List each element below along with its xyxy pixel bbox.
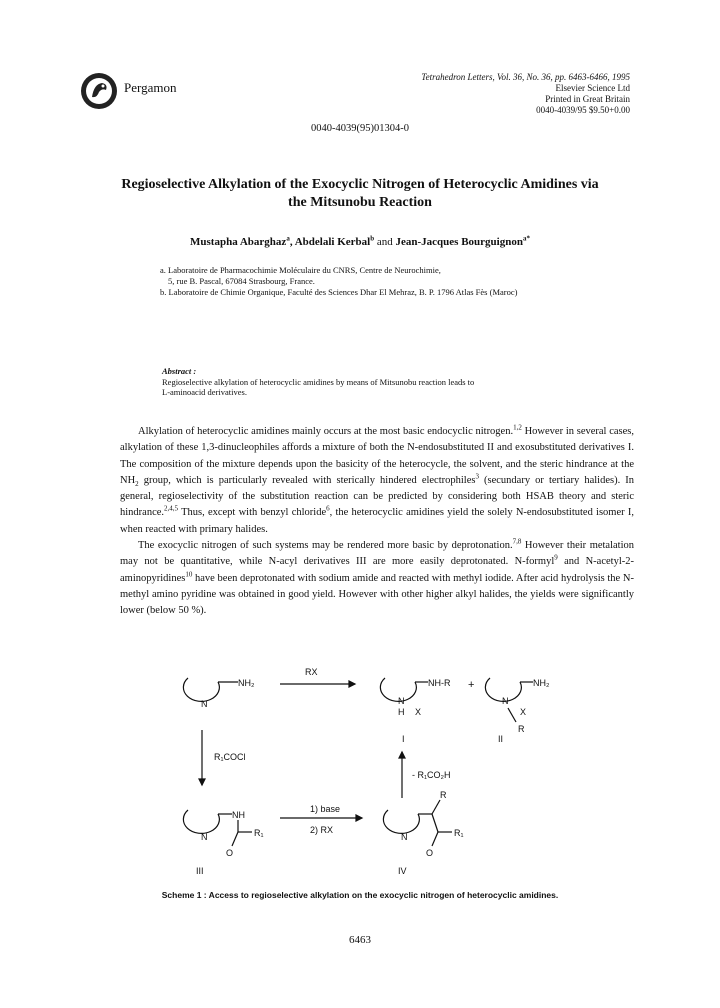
ref-sup: 3 (475, 472, 479, 481)
p1-text-f: , the heterocyclic amidines yield the solely N-endosubstituted isomer I, when reacted with primary halides. (120, 507, 634, 535)
journal-citation: Tetrahedron Letters, Vol. 36, No. 36, pp. 6463-6466, 1995 (421, 72, 630, 82)
nhr-label: NH-R (428, 678, 451, 688)
label-I: I (402, 734, 405, 744)
structure-III (183, 810, 263, 876)
article-title (90, 176, 630, 212)
ref-sup: 7,8 (512, 537, 522, 546)
subscript: 2 (135, 479, 139, 488)
p1-text-e: Thus, except with benzyl chloride (178, 507, 327, 519)
author-3: Jean-Jacques Bourguignon (395, 236, 523, 248)
label-IV: IV (398, 866, 407, 876)
h-plus-label: H (398, 707, 405, 717)
label-III: III (196, 866, 204, 876)
p1-text-a: Alkylation of heterocyclic amidines mainly occurs at the most basic endocyclic nitrogen. (138, 426, 514, 437)
printed-line: Printed in Great Britain (545, 94, 630, 104)
author-2-sup: b (370, 234, 375, 243)
p2-text-d: have been deprotonated with sodium amide and reacted with methyl iodide. After acid hydrolysis the N-methyl amino pyridine was obtained in good yield. However with other higher alkyl halides, the yields were significantly lower (below 50 %). (120, 572, 634, 617)
x-minus-label-II: X (520, 707, 527, 717)
r-label-II: R (518, 724, 525, 734)
pergamon-logo-icon (80, 72, 118, 110)
doi: 0040-4039(95)01304-0 (311, 123, 409, 134)
paragraph-1 (120, 424, 634, 538)
structure-I (380, 678, 451, 744)
paragraph-2 (120, 538, 634, 619)
page-number: 6463 (349, 934, 371, 946)
ref-sup: 2,4,5 (164, 504, 179, 513)
rx-step: 2) RX (310, 825, 334, 835)
ring-n-label-II: N (502, 696, 509, 706)
structure-aminoheterocycle (183, 678, 255, 709)
structure-II (485, 678, 550, 744)
label-II: II (498, 734, 504, 744)
r1-label-III: R₁ (254, 828, 264, 838)
p1-text-c: group, which is particularly revealed with sterically hindered electrophiles (138, 474, 476, 486)
ring-n-label-I: N (398, 696, 405, 706)
and-word: and (376, 236, 393, 248)
ring-n-label-IV: N (401, 832, 408, 842)
scheme-1 (150, 660, 610, 885)
ref-sup: 10 (185, 570, 193, 579)
ring-n-label: N (201, 699, 208, 709)
affiliations (160, 265, 517, 298)
publisher-line: Elsevier Science Ltd (555, 83, 630, 93)
x-minus-label: X (415, 707, 422, 717)
affiliation-b: b. Laboratoire de Chimie Organique, Faculté des Sciences Dhar El Mehraz, B. P. 1796 Atlas Fès (Maroc) (160, 287, 518, 297)
p1-text-d: (secundary or tertiary halides). In general, regioselectivity of the substitution reaction can be predicted by considering both HSAB theory and steric hindrance. (120, 474, 634, 519)
title-line-1: Regioselective Alkylation of the Exocyclic Nitrogen of Heterocyclic Amidines via (121, 177, 599, 192)
p2-text-a: The exocyclic nitrogen of such systems may be rendered more basic by deprotonation. (138, 540, 513, 552)
abstract-heading: Abstract : (162, 366, 197, 376)
abstract-line-2: L-aminoacid derivatives. (162, 387, 247, 397)
authors: Mustapha Abarghaz$^a$, Abdelali Kerbal$^b$ and Jean-Jacques Bourguignon$^{a*}$ (190, 234, 530, 248)
publisher-name: Pergamon (124, 80, 177, 95)
affiliation-a: a. Laboratoire de Pharmacochimie Moléculaire du CNRS, Centre de Neurochimie, (160, 265, 441, 275)
abstract-line-1: Regioselective alkylation of heterocyclic amidines by means of Mitsunobu reaction leads to (162, 376, 475, 387)
p2-text-c: and N-acetyl-2-aminopyridines (120, 556, 634, 584)
nh2-label-II: NH₂ (533, 678, 550, 688)
ref-sup: 9 (554, 553, 558, 562)
affiliation-a-address: 5, rue B. Pascal, 67084 Strasbourg, France. (168, 276, 315, 286)
price-line: 0040-4039/95 $9.50+0.00 (536, 105, 630, 115)
r1-label-IV: R₁ (454, 828, 464, 838)
structure-IV (383, 790, 463, 876)
nh2-label: NH₂ (238, 678, 255, 688)
abstract (162, 366, 474, 398)
author-1-sup: a (286, 234, 290, 243)
title-line-2: the Mitsunobu Reaction (288, 195, 432, 210)
o-label-IV: O (426, 848, 434, 858)
base-step: 1) base (310, 804, 341, 814)
author-1: Mustapha Abarghaz (190, 236, 287, 248)
ring-n-label-III: N (201, 832, 208, 842)
p2-text-b: However their metalation may not be quantitative, while N-acyl derivatives III are more easily deprotonated. N-formyl (120, 540, 635, 568)
hydrolysis-reagent: - R₁CO₂H (412, 770, 451, 780)
p1-text-b: However in several cases, alkylation of these 1,3-dinucleophiles affords a mixture of both the N-endosubstituted II and exosubstituted derivatives I. The composition of the mixture depends upon the basicity of the heterocycle, the solvent, and the steric hindrance at the NH (120, 426, 634, 486)
r-label-IV: R (440, 790, 447, 800)
scheme-caption: Scheme 1 : Access to regioselective alkylation on the exocyclic nitrogen of heterocyclic amidines. (161, 890, 559, 900)
rx-reagent: RX (305, 667, 318, 677)
ref-sup: 1,2 (513, 423, 522, 432)
plus-sign: + (468, 679, 475, 691)
ref-sup: 6 (326, 504, 330, 513)
journal-info (421, 72, 630, 116)
body-text (120, 424, 634, 620)
author-2: Abdelali Kerbal (294, 236, 371, 248)
acyl-chloride-reagent: R₁COCl (214, 752, 246, 762)
nh-label: NH (232, 810, 245, 820)
author-3-sup: a* (522, 234, 530, 243)
o-label-III: O (226, 848, 234, 858)
